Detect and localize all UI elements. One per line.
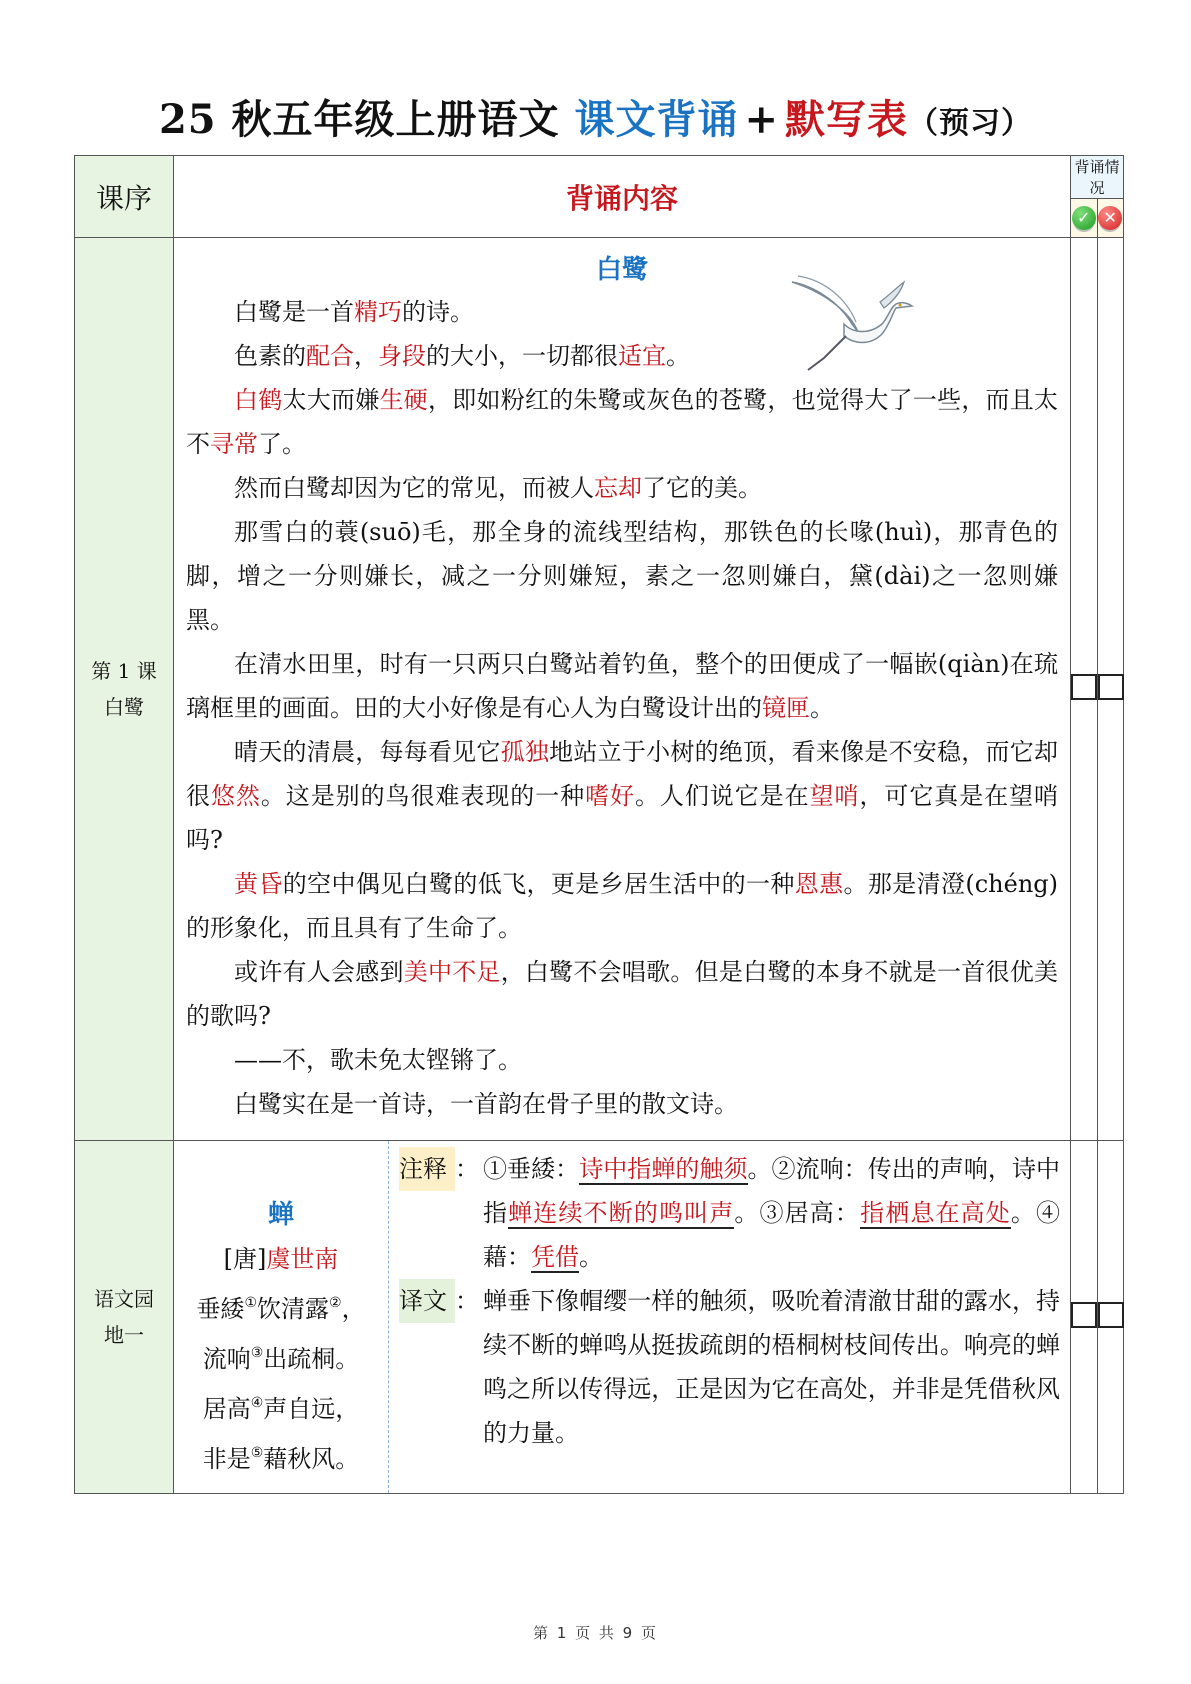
not-recited-checkbox[interactable] [1098, 674, 1124, 700]
lesson-number: 语文园 [94, 1287, 154, 1311]
paragraph: 晴天的清晨，每每看见它孤独地站立于小树的绝顶，看来像是不安稳，而它却很悠然。这是别的鸟很难表现的一种嗜好。人们说它是在望哨，可它真是在望哨吗? [186, 738, 1059, 854]
title-recite: 课文背诵 [574, 96, 739, 143]
poem-notes [389, 1141, 1070, 1493]
header-check-cell [1071, 199, 1098, 238]
title-prefix: 25 秋五年级上册语文 [158, 96, 560, 143]
annotation-text: ①垂緌：诗中指蝉的触须。②流响：传出的声响，诗中指蝉连续不断的鸣叫声。③居高：指栖息在高处。④藉：凭借。 [483, 1155, 1061, 1271]
poem-title: 蝉 [267, 1200, 294, 1230]
key-word: 白鹤 [234, 386, 283, 414]
paragraph: 在清水田里，时有一只两只白鹭站着钓鱼，整个的田便成了一幅嵌(qiàn)在琉璃框里的画面。田的大小好像是有心人为白鹭设计出的镜匣。 [186, 650, 1058, 722]
answer-text: 指栖息在高处 [860, 1199, 1011, 1227]
lesson-row-1 [75, 238, 1124, 1141]
content-cell [174, 238, 1071, 1141]
header-row [75, 156, 1124, 199]
key-word: 精巧 [354, 298, 402, 326]
paragraph: 那雪白的蓑(suō)毛，那全身的流线型结构，那铁色的长喙(huì)，那青色的脚，增之一分则嫌长，减之一分则嫌短，素之一忽则嫌白，黛(dài)之一忽则嫌黑。 [186, 518, 1058, 634]
key-word: 配合 [306, 342, 354, 370]
not-recited-checkbox[interactable] [1098, 1302, 1124, 1328]
translation-label: 译文 [399, 1279, 455, 1323]
lesson-number: 第 1 课 [91, 659, 157, 683]
key-word: 身段 [378, 342, 426, 370]
lesson-name: 白鹭 [104, 695, 144, 719]
lesson-cell [75, 238, 174, 1141]
recitation-table [74, 155, 1124, 1494]
status-recited-cell [1071, 1141, 1098, 1494]
paragraph: 或许有人会感到美中不足，白鹭不会唱歌。但是白鹭的本身不就是一首很优美的歌吗? [186, 958, 1059, 1030]
translation-text: 蝉垂下像帽缨一样的触须，吸吮着清澈甘甜的露水，持续不断的蝉鸣从挺拔疏朗的梧桐树枝间传出。响亮的蝉鸣之所以传得远，正是因为它在高处，并非是凭借秋风的力量。 [483, 1287, 1060, 1447]
paragraph: 白鹭是一首精巧的诗。 [234, 298, 474, 326]
status-not-recited-cell [1097, 1141, 1124, 1494]
answer-text: 蝉连续不断的鸣叫声 [508, 1199, 735, 1227]
cross-icon: ✕ [1098, 206, 1122, 230]
paragraph: 然而白鹭却因为它的常见，而被人忘却了它的美。 [234, 474, 762, 502]
key-word: 悠然 [210, 782, 261, 810]
poem-line: 居高④声自远， [202, 1395, 360, 1423]
status-not-recited-cell [1097, 238, 1124, 1141]
egret-illustration-icon [784, 272, 924, 372]
key-word: 嗜好 [585, 782, 635, 810]
key-word: 生硬 [379, 386, 428, 414]
status-recited-cell [1071, 238, 1098, 1141]
paragraph: ——不，歌未免太铿锵了。 [234, 1046, 522, 1074]
header-status: 背诵情况 [1071, 156, 1124, 199]
title-suffix: （预习） [908, 106, 1033, 141]
check-icon: ✓ [1072, 206, 1096, 230]
title-plus: + [744, 96, 780, 143]
answer-text: 凭借 [531, 1243, 579, 1271]
lesson-row-2 [75, 1141, 1124, 1494]
poem-author [174, 1237, 388, 1281]
annotation-label: 注释 [399, 1147, 455, 1191]
header-cross-cell [1097, 199, 1124, 238]
poem-dynasty: [唐] [223, 1245, 267, 1273]
header-content: 背诵内容 [174, 156, 1071, 238]
annotation-row: 注释 ： ①垂緌：诗中指蝉的触须。②流响：传出的声响，诗中指蝉连续不断的鸣叫声。③居高：指栖息在高处。④藉：凭借。 [399, 1147, 1060, 1279]
lesson-cell [75, 1141, 174, 1494]
key-word: 黄昏 [234, 870, 283, 898]
content-cell [174, 1141, 1071, 1494]
header-lesson: 课序 [75, 156, 174, 238]
poem-line: 非是⑤藉秋风。 [202, 1445, 360, 1473]
page-title [0, 88, 1191, 145]
paragraph: 白鹤太大而嫌生硬，即如粉红的朱鹭或灰色的苍鹭，也觉得大了一些，而且太不寻常了。 [186, 386, 1059, 458]
key-word: 适宜 [618, 342, 666, 370]
key-word: 镜匣 [762, 694, 810, 722]
key-word: 美中不足 [403, 958, 501, 986]
poem-line: 流响③出疏桐。 [202, 1345, 360, 1373]
key-word: 忘却 [594, 474, 642, 502]
recited-checkbox[interactable] [1071, 1302, 1097, 1328]
key-word: 寻常 [210, 430, 258, 458]
key-word: 望哨 [809, 782, 860, 810]
paragraph: 色素的配合，身段的大小，一切都很适宜。 [234, 342, 690, 370]
title-dictation: 默写表 [785, 96, 909, 143]
key-word: 孤独 [500, 738, 550, 766]
poem-author-name: 虞世南 [266, 1245, 339, 1273]
paragraph: 白鹭实在是一首诗，一首韵在骨子里的散文诗。 [234, 1090, 738, 1118]
poem-line: 垂緌①饮清露②， [196, 1295, 366, 1323]
key-word: 恩惠 [794, 870, 844, 898]
text-title: 白鹭 [595, 255, 648, 285]
answer-text: 诗中指蝉的触须 [579, 1155, 748, 1183]
paragraph: 黄昏的空中偶见白鹭的低飞，更是乡居生活中的一种恩惠。那是清澄(chéng)的形象化，而且具有了生命了。 [186, 870, 1059, 942]
poem-block [174, 1141, 389, 1493]
recited-checkbox[interactable] [1071, 674, 1097, 700]
lesson-name: 地一 [104, 1323, 144, 1347]
translation-row: 译文 ： 蝉垂下像帽缨一样的触须，吸吮着清澈甘甜的露水，持续不断的蝉鸣从挺拔疏朗的梧桐树枝间传出。响亮的蝉鸣之所以传得远，正是因为它在高处，并非是凭借秋风的力量。 [399, 1279, 1060, 1455]
page-footer: 第 1 页 共 9 页 [533, 1624, 658, 1642]
